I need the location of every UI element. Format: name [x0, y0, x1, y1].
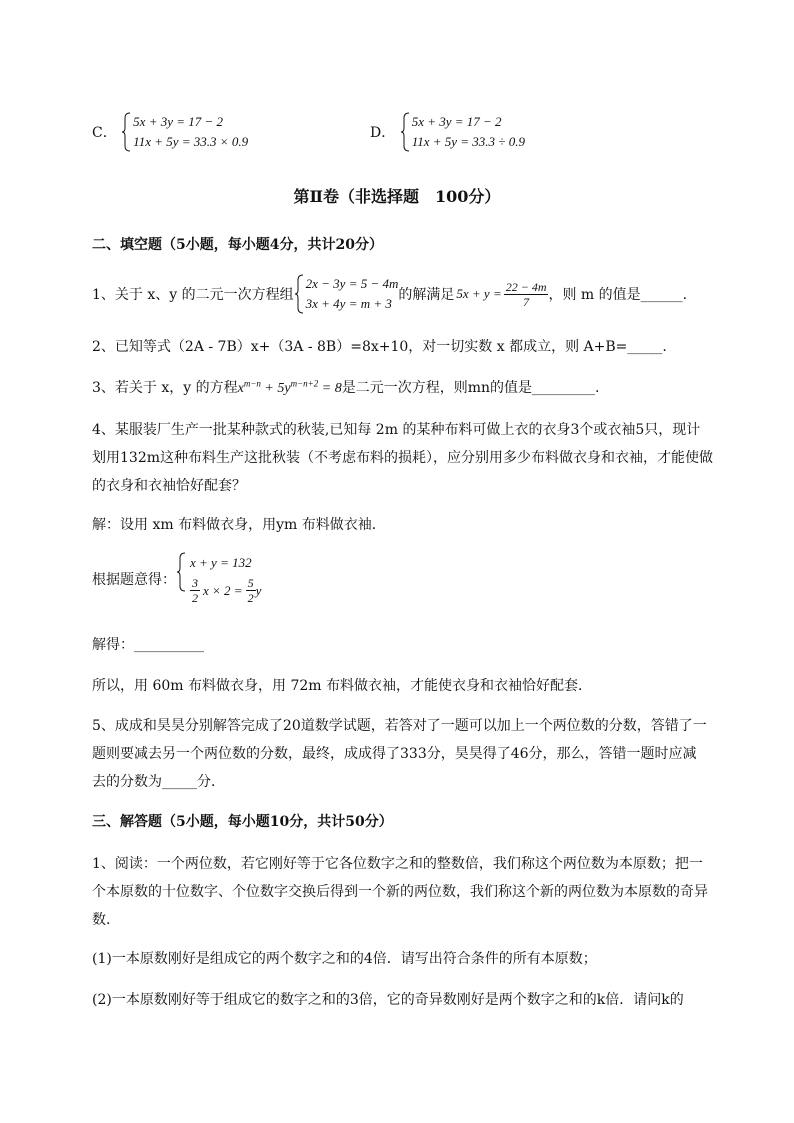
q4-eq2-n2: 5 — [247, 576, 254, 590]
option-d-eq2: 11x + 5y = 33.3 ÷ 0.9 — [411, 134, 525, 149]
section3-heading: 三、解答题（5小题，每小题10分，共计50分） — [92, 814, 393, 830]
q4-eq2-n1: 3 — [192, 576, 198, 590]
fill-question-3 — [92, 377, 599, 397]
part2-title: 第Ⅱ卷（非选择题 100分） — [293, 187, 501, 206]
option-c-label: C． — [92, 125, 117, 141]
q3-mid: + 5y — [260, 381, 291, 396]
option-c-eq2: 11x + 5y = 33.3 × 0.9 — [133, 134, 249, 149]
option-d — [370, 112, 525, 152]
q4-eq2-end: y — [255, 582, 262, 598]
q4-eq2-frac1 — [190, 576, 200, 605]
brace-icon — [294, 274, 304, 314]
s3q1-line3: 数． — [92, 912, 120, 928]
fill-question-5 — [92, 712, 732, 796]
q1-frac-num: 22 − 4m — [505, 279, 547, 294]
q1-system — [294, 274, 399, 314]
s3q1-sub1: (1)一本原数刚好是组成它的两个数字之和的4倍．请写出符合条件的所有本原数； — [92, 951, 597, 967]
q1-prefix: 1、关于 x、y 的二元一次方程组 — [92, 287, 294, 303]
option-d-label: D． — [370, 125, 396, 141]
q4-eq2-mid: x × 2 = — [203, 582, 243, 598]
option-c — [92, 112, 248, 152]
q1-lhs: 5x + y = — [456, 286, 502, 301]
q3-eq: = 8 — [318, 381, 342, 396]
q1-eq1: 2x − 3y = 5 − 4m — [305, 276, 399, 291]
q4-solve: 解：设用 xm 布料做衣身，用ym 布料做衣袖． — [92, 517, 386, 533]
q4-system — [176, 552, 261, 605]
option-d-eq1: 5x + 3y = 17 − 2 — [411, 114, 502, 129]
option-c-system — [121, 112, 248, 152]
q3-prefix: 3、若关于 x，y 的方程 — [92, 380, 238, 396]
q5-line3: 去的分数为_____分． — [92, 774, 225, 790]
q4-conclusion: 所以，用 60m 布料做衣身，用 72m 布料做衣袖，才能使衣身和衣袖恰好配套． — [92, 678, 592, 694]
option-c-eq1: 5x + 3y = 17 − 2 — [133, 114, 224, 129]
q4-line2: 划用132m这种布料生产这批秋装（不考虑布料的损耗），应分别用多少布料做衣身和衣袖，才能使做 — [92, 450, 713, 466]
brace-icon — [176, 552, 186, 592]
q5-line2: 题则要减去另一个两位数的分数，最终，成成得了333分，昊昊得了46分，那么，答错一题时应减 — [92, 746, 697, 762]
s3q1-line1: 1、阅读：一个两位数，若它刚好等于它各位数字之和的整数倍，我们称这个两位数为本原数；把一 — [92, 856, 703, 872]
q3-suffix: 是二元一次方程，则mn的值是_________. — [341, 380, 600, 396]
q4-line1: 4、某服装厂生产一批某种款式的秋装,已知每 2m 的某种布料可做上衣的衣身3个或衣袖5只，现计 — [92, 422, 701, 438]
fill-question-4 — [92, 416, 732, 500]
q3-y-exp: m−n+2 — [290, 378, 319, 389]
q3-x-exp: m−n — [243, 378, 261, 389]
brace-icon — [121, 112, 131, 152]
q5-line1: 5、成成和昊昊分别解答完成了20道数学试题，若答对了一题可以加上一个两位数的分数，答错了一 — [92, 718, 707, 734]
s3q1-sub2: (2)一本原数刚好等于组成它的数字之和的3倍，它的奇异数刚好是两个数字之和的k倍．请问k的 — [92, 992, 684, 1008]
q4-eq1: x + y = 132 — [190, 555, 252, 570]
q4-eq2-d1: 2 — [192, 591, 198, 605]
brace-icon — [400, 112, 410, 152]
q4-eq2 — [190, 576, 261, 605]
answer-question-1 — [92, 850, 732, 934]
q4-eq2-frac2 — [246, 576, 256, 605]
s3q1-line2: 个本原数的十位数字、个位数字交换后得到一个新的两位数，我们称这个新的两位数为本原数的奇异 — [92, 884, 708, 900]
q4-line3: 的衣身和衣袖恰好配套？ — [92, 478, 246, 494]
option-d-system — [400, 112, 525, 152]
q4-basis-block — [92, 552, 261, 605]
fill-question-1 — [92, 274, 687, 314]
q4-result: 解得：__________ — [92, 637, 204, 653]
q1-fraction — [504, 280, 549, 309]
q3-x-base: x — [237, 381, 244, 396]
q4-eq2-d2: 2 — [247, 591, 254, 605]
section2-heading: 二、填空题（5小题，每小题4分，共计20分） — [92, 237, 383, 253]
q1-eq2: 3x + 4y = m + 3 — [305, 296, 392, 311]
fill-question-2: 2、已知等式（2A - 7B）x+（3A - 8B）=8x+10，对一切实数 x 都成立，则 A+B=_____. — [92, 339, 667, 355]
q1-frac-den: 7 — [523, 294, 530, 309]
q4-basis: 根据题意得： — [92, 571, 176, 588]
q1-mid: 的解满足 — [398, 287, 455, 303]
q1-suffix: ，则 m 的值是______. — [548, 287, 688, 303]
